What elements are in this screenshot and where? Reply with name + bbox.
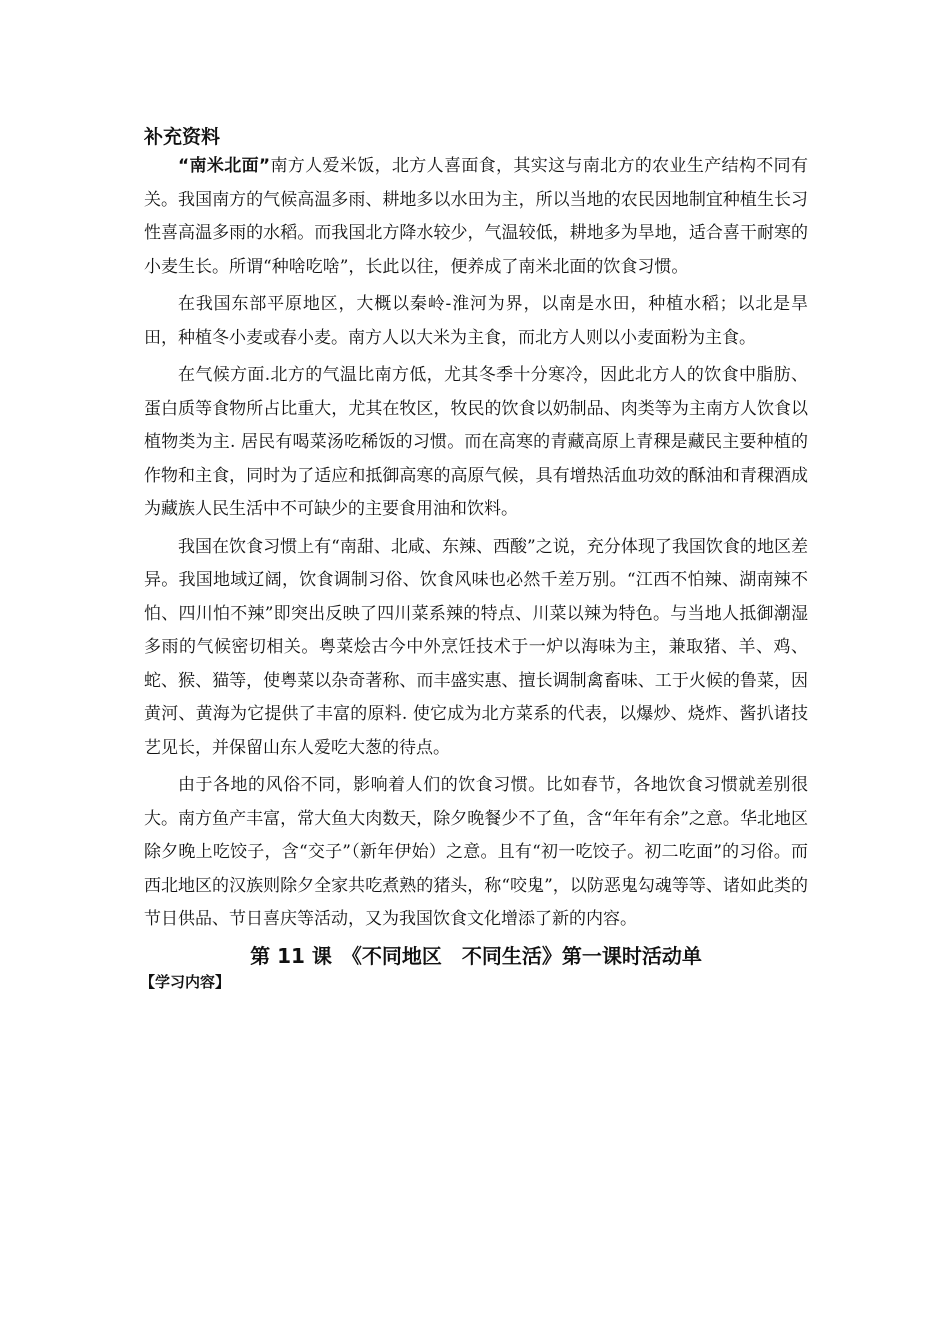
paragraph-3: 在气候方面.北方的气温比南方低，尤其冬季十分寒冷，因此北方人的饮食中脂肪、蛋白质等食物所占比重大，尤其在牧区，牧民的饮食以奶制品、肉类等为主南方人饮食以植物类为主. 居民有喝菜汤吃稀饭的习惯。而在高寒的青藏高原上青稞是藏民主要种植的作物和主食，同时为了适应和抵御高寒的高原气候，具有增热活血功效的酥油和青稞酒成为藏族人民生活中不可缺少的主要食用油和饮料。 <box>144 365 808 519</box>
section-label-learning-content: 【学习内容】 <box>140 972 231 991</box>
document-content <box>140 124 808 993</box>
section-heading: 补充资料 <box>144 126 221 148</box>
paragraph-4: 我国在饮食习惯上有“南甜、北咸、东辣、西酸”之说，充分体现了我国饮食的地区差异。我国地域辽阔，饮食调制习俗、饮食风味也必然千差万别。“江西不怕辣、湖南辣不怕、四川怕不辣”即突出反映了四川菜系辣的特点、川菜以辣为特色。与当地人抵御潮湿多雨的气候密切相关。粤菜烩古今中外烹饪技术于一炉以海味为主，兼取猪、羊、鸡、蛇、猴、猫等，使粤菜以杂奇著称、而丰盛实惠、擅长调制禽畜味、工于火候的鲁菜，因黄河、黄海为它提供了丰富的原料. 使它成为北方菜系的代表，以爆炒、烧炸、酱扒诸技艺见长，并保留山东人爱吃大葱的待点。 <box>144 536 808 758</box>
paragraph-1 <box>144 150 808 284</box>
paragraph-1-lead: “南米北面” <box>178 156 271 176</box>
paragraph-2: 在我国东部平原地区，大概以秦岭-淮河为界，以南是水田，种植水稻；以北是旱田，种植冬小麦或春小麦。南方人以大米为主食，而北方人则以小麦面粉为主食。 <box>144 294 808 348</box>
paragraph-1-text: 南方人爱米饭，北方人喜面食，其实这与南北方的农业生产结构不同有关。我国南方的气候高温多雨、耕地多以水田为主，所以当地的农民因地制宜种植生长习性喜高温多雨的水稻。而我国北方降水较少，气温较低，耕地多为旱地，适合喜干耐寒的小麦生长。所谓“种啥吃啥”，长此以往，便养成了南米北面的饮食习惯。 <box>144 156 808 277</box>
paragraph-5: 由于各地的风俗不同，影响着人们的饮食习惯。比如春节，各地饮食习惯就差别很大。南方鱼产丰富，常大鱼大肉数天，除夕晚餐少不了鱼，含“年年有余”之意。华北地区除夕晚上吃饺子，含“交子”（新年伊始）之意。且有“初一吃饺子。初二吃面”的习俗。而西北地区的汉族则除夕全家共吃煮熟的猪头，称“咬鬼”，以防恶鬼勾魂等等、诸如此类的节日供品、节日喜庆等活动，又为我国饮食文化增添了新的内容。 <box>144 775 808 929</box>
lesson-title: 第 11 课 《不同地区 不同生活》第一课时活动单 <box>250 943 702 968</box>
